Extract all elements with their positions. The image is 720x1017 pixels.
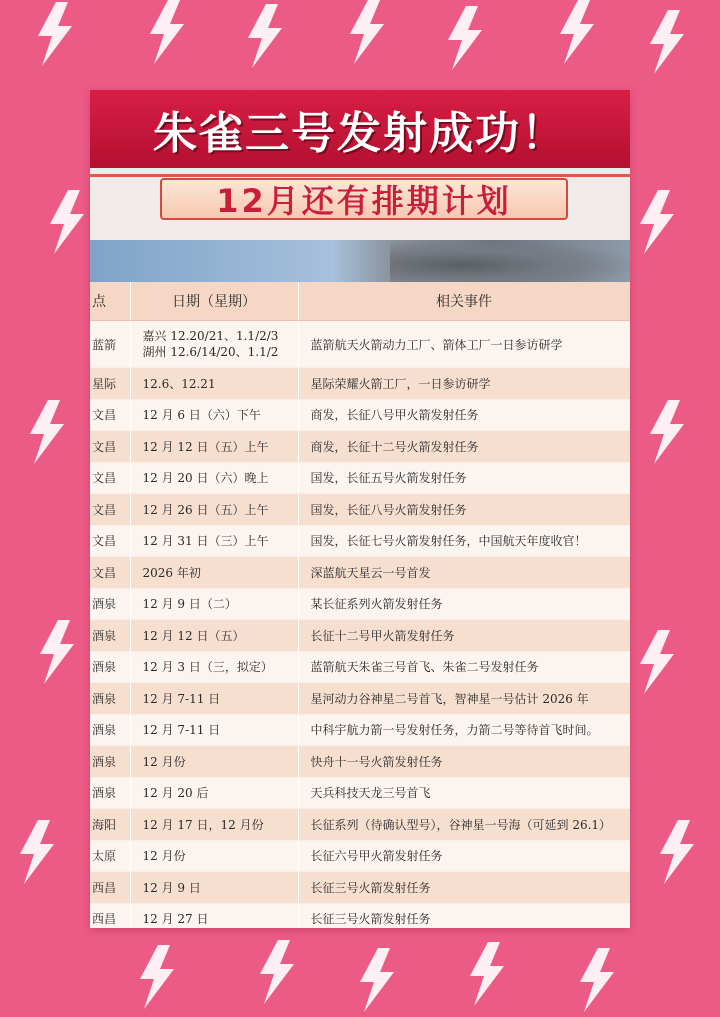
row-location: 西昌 — [90, 872, 130, 904]
row-location: 文昌 — [90, 431, 130, 463]
row-event: 长征系列（待确认型号），谷神星一号海（可延到 26.1） — [298, 809, 630, 841]
row-event: 国发，长征八号火箭发射任务 — [298, 494, 630, 526]
row-location: 酒泉 — [90, 714, 130, 746]
row-location: 蓝箭 — [90, 321, 130, 368]
row-location: 酒泉 — [90, 620, 130, 652]
subtitle-banner — [160, 178, 568, 220]
table-row — [90, 746, 630, 778]
row-date: 12 月 31 日（三）上午 — [130, 525, 298, 557]
row-date: 12.6、12.21 — [130, 368, 298, 400]
table-row — [90, 431, 630, 463]
row-location: 酒泉 — [90, 651, 130, 683]
row-date: 12 月 7-11 日 — [130, 714, 298, 746]
row-event: 商发，长征八号甲火箭发射任务 — [298, 399, 630, 431]
row-date: 12 月 27 日 — [130, 903, 298, 928]
row-location: 文昌 — [90, 525, 130, 557]
row-event: 国发，长征五号火箭发射任务 — [298, 462, 630, 494]
row-location: 酒泉 — [90, 777, 130, 809]
row-location: 酒泉 — [90, 683, 130, 715]
row-location: 文昌 — [90, 399, 130, 431]
row-event: 某长征系列火箭发射任务 — [298, 588, 630, 620]
row-location: 西昌 — [90, 903, 130, 928]
rocket-smoke-image — [390, 240, 630, 282]
table-row — [90, 525, 630, 557]
row-event: 蓝箭航天朱雀三号首飞、朱雀二号发射任务 — [298, 651, 630, 683]
table-row — [90, 368, 630, 400]
header-date: 日期（星期） — [130, 282, 298, 321]
row-event: 长征十二号甲火箭发射任务 — [298, 620, 630, 652]
table-row — [90, 399, 630, 431]
table-row — [90, 557, 630, 589]
row-location: 文昌 — [90, 494, 130, 526]
row-event: 中科宇航力箭一号发射任务，力箭二号等待首飞时间。 — [298, 714, 630, 746]
row-date: 12 月 7-11 日 — [130, 683, 298, 715]
table-row — [90, 462, 630, 494]
table-row — [90, 494, 630, 526]
table-row — [90, 903, 630, 928]
row-location: 太原 — [90, 840, 130, 872]
page-title: 朱雀三号发射成功！ — [153, 108, 567, 159]
schedule-card — [90, 90, 630, 928]
row-date: 12 月 12 日（五）上午 — [130, 431, 298, 463]
table-row — [90, 714, 630, 746]
row-event: 长征三号火箭发射任务 — [298, 872, 630, 904]
table-row — [90, 651, 630, 683]
table-row — [90, 683, 630, 715]
table-row — [90, 777, 630, 809]
table-row — [90, 809, 630, 841]
page-subtitle: 12月还有排期计划 — [216, 182, 512, 220]
table-row — [90, 321, 630, 368]
row-date: 2026 年初 — [130, 557, 298, 589]
row-event: 快舟十一号火箭发射任务 — [298, 746, 630, 778]
row-date-line: 嘉兴 12.20/21、1.1/2/3 — [142, 329, 279, 343]
row-location: 文昌 — [90, 462, 130, 494]
row-event: 星河动力谷神星二号首飞，智神星一号估计 2026 年 — [298, 683, 630, 715]
row-date: 12 月 20 日（六）晚上 — [130, 462, 298, 494]
row-date: 12 月份 — [130, 746, 298, 778]
row-location: 星际 — [90, 368, 130, 400]
table-row — [90, 872, 630, 904]
schedule-table — [90, 282, 630, 928]
row-date: 12 月 12 日（五） — [130, 620, 298, 652]
row-date: 12 月 3 日（三，拟定） — [130, 651, 298, 683]
row-event: 星际荣耀火箭工厂，一日参访研学 — [298, 368, 630, 400]
row-event: 长征三号火箭发射任务 — [298, 903, 630, 928]
row-event: 天兵科技天龙三号首飞 — [298, 777, 630, 809]
row-event: 长征六号甲火箭发射任务 — [298, 840, 630, 872]
row-location: 海阳 — [90, 809, 130, 841]
header-event: 相关事件 — [298, 282, 630, 321]
row-date: 12 月份 — [130, 840, 298, 872]
row-date: 12 月 6 日（六）下午 — [130, 399, 298, 431]
row-date: 12 月 9 日 — [130, 872, 298, 904]
row-location: 酒泉 — [90, 588, 130, 620]
row-event: 蓝箭航天火箭动力工厂、箭体工厂一日参访研学 — [298, 321, 630, 368]
row-event: 国发，长征七号火箭发射任务，中国航天年度收官！ — [298, 525, 630, 557]
row-location: 文昌 — [90, 557, 130, 589]
title-banner — [90, 90, 630, 168]
row-date: 12 月 17 日，12 月份 — [130, 809, 298, 841]
row-date: 12 月 26 日（五）上午 — [130, 494, 298, 526]
table-row — [90, 840, 630, 872]
row-location: 酒泉 — [90, 746, 130, 778]
row-event: 商发，长征十二号火箭发射任务 — [298, 431, 630, 463]
table-row — [90, 620, 630, 652]
row-event: 深蓝航天星云一号首发 — [298, 557, 630, 589]
row-date-line: 湖州 12.6/14/20、1.1/2 — [142, 345, 279, 359]
row-date: 12 月 9 日（二） — [130, 588, 298, 620]
row-date — [130, 321, 298, 368]
table-header-row — [90, 282, 630, 321]
header-location: 点 — [90, 282, 130, 321]
table-row — [90, 588, 630, 620]
row-date: 12 月 20 后 — [130, 777, 298, 809]
